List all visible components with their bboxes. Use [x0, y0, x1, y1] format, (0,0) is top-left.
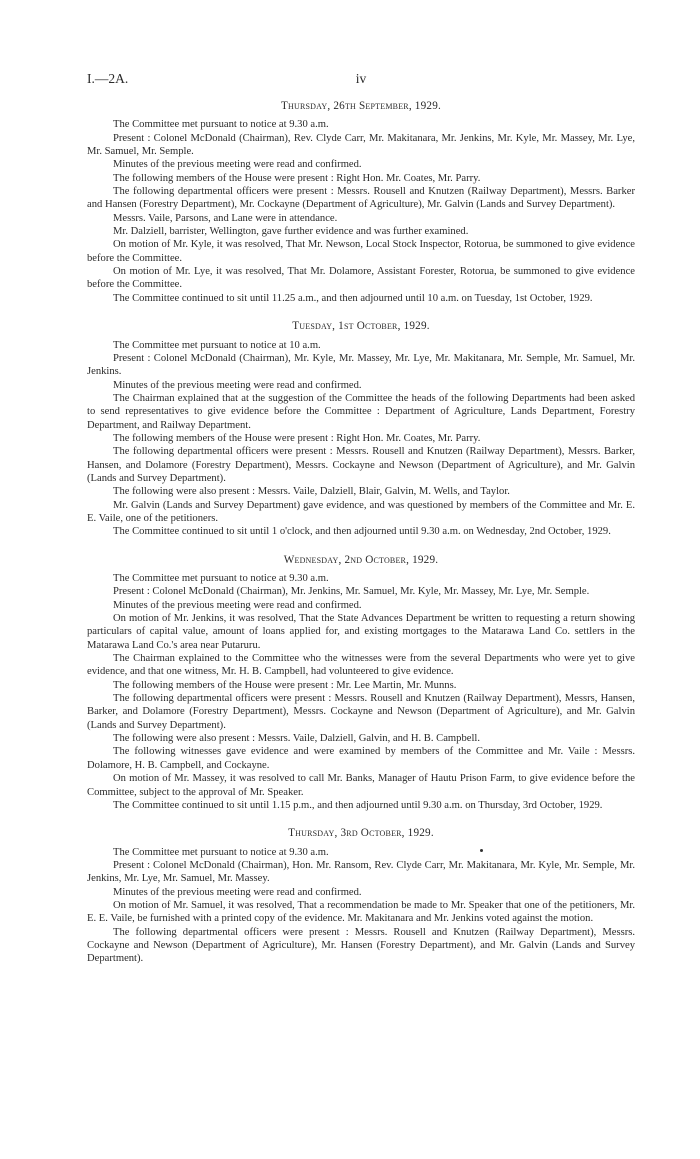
minutes-paragraph: Mr. Dalziell, barrister, Wellington, gave further evidence and was further examined. — [113, 226, 469, 238]
minutes-paragraph: On motion of Mr. Samuel, it was resolved, That a recommendation be made to Mr. Speaker that one of the petitioners, Mr. E. E. Vaile, be furnished with a printed copy of the evidence. Mr. Makitanara and Mr. Jenkins voted against the motion. — [87, 899, 635, 925]
minutes-paragraph: The following were also present : Messrs. Vaile, Dalziell, Galvin, and H. B. Campbell. — [113, 733, 480, 745]
meeting-date: Tuesday, 1st October, 1929. — [292, 320, 430, 333]
minutes-paragraph: The Committee met pursuant to notice at 9.30 a.m. — [113, 846, 329, 858]
minutes-paragraph: Minutes of the previous meeting were read and confirmed. — [113, 159, 362, 171]
minutes-paragraph: On motion of Mr. Lye, it was resolved, That Mr. Dolamore, Assistant Forester, Rotorua, be summoned to give evidence before the Committee. — [87, 266, 635, 291]
minutes-paragraph: Present : Colonel McDonald (Chairman), Mr. Kyle, Mr. Massey, Mr. Lye, Mr. Makitanara, Mr. Semple, Mr. Samuel, Mr. Jenkins. — [87, 352, 635, 378]
minutes-paragraph: The following members of the House were present : Mr. Lee Martin, Mr. Munns. — [113, 679, 457, 691]
minutes-paragraph: The following departmental officers were present : Messrs. Rousell and Knutzen (Railway Department), Messrs. Barker and Hansen (Forestry Department), Mr. Cockayne (Department of Agriculture), Mr. Galvin (Lands and Survey Department). — [87, 186, 635, 211]
minutes-paragraph: The Chairman explained to the Committee who the witnesses were from the several Departments who were yet to give evidence, and that one witness, Mr. H. B. Campbell, had volunteered to give evidence. — [87, 653, 635, 678]
minutes-paragraph: The Committee continued to sit until 1.15 p.m., and then adjourned until 9.30 a.m. on Thursday, 3rd October, 1929. — [113, 799, 603, 811]
minutes-body — [87, 100, 635, 966]
minutes-paragraph: The following departmental officers were present : Messrs. Rousell and Knutzen (Railway Department), Messrs. Barker, Hansen, and Dolamore (Forestry Department), Messrs. Cockayne and Newson (Department of Agriculture), and Mr. Galvin (Lands and Survey Department). — [87, 446, 635, 484]
minutes-paragraph: Present : Colonel McDonald (Chairman), Hon. Mr. Ransom, Rev. Clyde Carr, Mr. Makitanara, Mr. Kyle, Mr. Semple, Mr. Jenkins, Mr. Lye, Mr. Samuel, Mr. Massey. — [87, 859, 635, 885]
minutes-paragraph: The Committee met pursuant to notice at 10 a.m. — [113, 339, 321, 351]
meeting-section — [87, 827, 635, 965]
meeting-date: Thursday, 26th September, 1929. — [281, 100, 441, 112]
minutes-paragraph: On motion of Mr. Kyle, it was resolved, That Mr. Newson, Local Stock Inspector, Rotorua, be summoned to give evidence before the Committee. — [87, 239, 635, 264]
minutes-paragraph: The Chairman explained that at the suggestion of the Committee the heads of the following Departments had been asked to send representatives to give evidence before the Committee : Department of Agriculture, Lands Department, Forestry Department, and Railway Department. — [87, 392, 635, 431]
page-header — [87, 71, 635, 89]
minutes-paragraph: Minutes of the previous meeting were read and confirmed. — [113, 886, 362, 898]
minutes-paragraph: The following witnesses gave evidence and were examined by members of the Committee and Mr. Vaile : Messrs. Dolamore, H. B. Campbell, and Cockayne. — [87, 746, 635, 771]
meeting-section — [87, 554, 635, 813]
minutes-paragraph: The Committee continued to sit until 11.25 a.m., and then adjourned until 10 a.m. on Tuesday, 1st October, 1929. — [113, 292, 593, 304]
minutes-paragraph: Present : Colonel McDonald (Chairman), Mr. Jenkins, Mr. Samuel, Mr. Kyle, Mr. Massey, Mr. Lye, Mr. Semple. — [113, 586, 590, 598]
minutes-paragraph: Present : Colonel McDonald (Chairman), Rev. Clyde Carr, Mr. Makitanara, Mr. Jenkins, Mr. Kyle, Mr. Massey, Mr. Lye, Mr. Samuel, Mr. Semple. — [87, 132, 635, 158]
page-number: iv — [355, 71, 367, 86]
minutes-paragraph: The following departmental officers were present : Messrs. Rousell and Knutzen (Railway Department), Messrs, Hansen, Barker, and Dolamore (Forestry Department), Messrs. Cockayne and Newson (Department of Agriculture), and Mr. Galvin (Lands and Survey Department). — [87, 693, 635, 731]
minutes-paragraph: Minutes of the previous meeting were read and confirmed. — [113, 379, 362, 391]
meeting-section — [87, 100, 635, 305]
minutes-paragraph: The following members of the House were present : Right Hon. Mr. Coates, Mr. Parry. — [113, 432, 481, 444]
document-reference: I.—2A. — [87, 71, 129, 86]
minutes-paragraph: Messrs. Vaile, Parsons, and Lane were in attendance. — [113, 212, 338, 224]
minutes-paragraph: The following were also present : Messrs. Vaile, Dalziell, Blair, Galvin, M. Wells, and Taylor. — [113, 486, 510, 498]
minutes-paragraph: On motion of Mr. Massey, it was resolved to call Mr. Banks, Manager of Hautu Prison Farm, to give evidence before the Committee, subject to the approval of Mr. Speaker. — [87, 773, 635, 798]
meeting-date: Thursday, 3rd October, 1929. — [288, 827, 434, 840]
minutes-paragraph: The Committee continued to sit until 1 o'clock, and then adjourned until 9.30 a.m. on Wednesday, 2nd October, 1929. — [113, 526, 611, 538]
minutes-paragraph: The following members of the House were present : Right Hon. Mr. Coates, Mr. Parry. — [113, 172, 481, 184]
minutes-paragraph: The Committee met pursuant to notice at 9.30 a.m. — [113, 573, 329, 584]
minutes-paragraph: On motion of Mr. Jenkins, it was resolved, That the State Advances Department be written to requesting a return showing particulars of capital value, amount of loans applied for, and existing mortgages to the Matarawa Land Co. settlers in the Matarawa Land Co.'s area near Putaruru. — [87, 613, 635, 651]
ink-speck — [480, 849, 483, 852]
minutes-paragraph: Minutes of the previous meeting were read and confirmed. — [113, 599, 362, 611]
meeting-section — [87, 320, 635, 539]
minutes-paragraph: Mr. Galvin (Lands and Survey Department) gave evidence, and was questioned by members of the Committee and Mr. E. E. Vaile, one of the petitioners. — [87, 499, 635, 524]
meeting-date: Wednesday, 2nd October, 1929. — [283, 553, 439, 566]
minutes-paragraph: The Committee met pursuant to notice at 9.30 a.m. — [113, 119, 329, 131]
minutes-paragraph: The following departmental officers were present : Messrs. Rousell and Knutzen (Railway Department), Messrs. Cockayne and Newson (Department of Agriculture), Mr. Hansen (Forestry Department), and Mr. Galvin (Lands and Survey Department). — [87, 926, 635, 965]
